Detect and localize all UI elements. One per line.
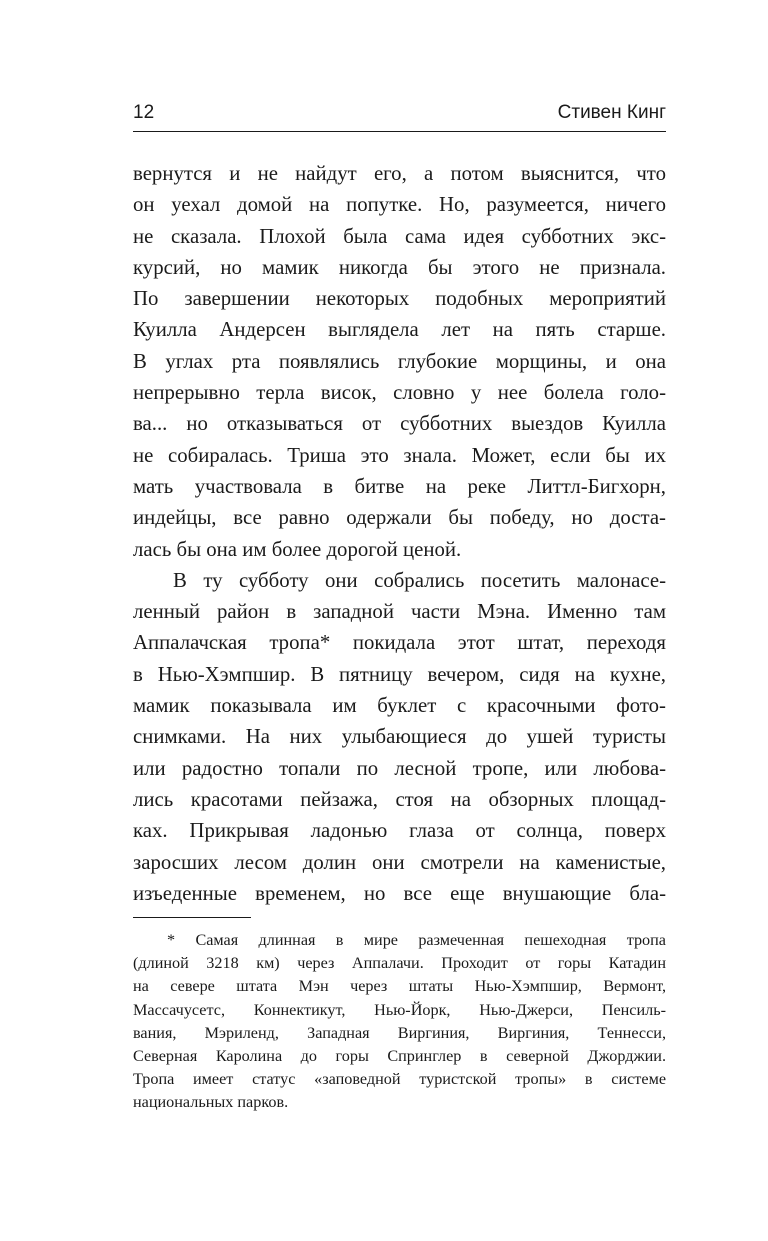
footnote-rule bbox=[133, 917, 251, 918]
text-line: он уехал домой на попутке. Но, разумеется, ничего bbox=[133, 193, 666, 217]
footnote bbox=[133, 929, 666, 1115]
running-title: Стивен Кинг bbox=[557, 102, 666, 123]
footnote-line: на севере штата Мэн через штаты Нью-Хэмпшир, Вермонт, bbox=[133, 977, 666, 996]
body-text bbox=[133, 158, 666, 909]
text-line: не сказала. Плохой была сама идея субботних экс- bbox=[133, 224, 666, 248]
text-line: индейцы, все равно одержали бы победу, но доста- bbox=[133, 506, 666, 530]
page-header bbox=[133, 100, 666, 132]
text-line: не собиралась. Триша это знала. Может, если бы их bbox=[133, 443, 666, 467]
text-line: в Нью-Хэмпшир. В пятницу вечером, сидя на кухне, bbox=[133, 662, 666, 686]
text-line: В углах рта появлялись глубокие морщины, и она bbox=[133, 349, 666, 373]
text-line: В ту субботу они собрались посетить малонасе- bbox=[173, 568, 666, 592]
text-line: непрерывно терла висок, словно у нее болела голо- bbox=[133, 381, 666, 405]
footnote-line: вания, Мэриленд, Западная Виргиния, Виргиния, Теннесси, bbox=[133, 1023, 666, 1042]
text-line: мамик показывала им буклет с красочными фото- bbox=[133, 694, 666, 718]
text-line: Аппалачская тропа* покидала этот штат, переходя bbox=[133, 631, 666, 655]
text-line: мать участвовала в битве на реке Литтл-Бигхорн, bbox=[133, 474, 666, 498]
text-line: лись красотами пейзажа, стоя на обзорных площад- bbox=[133, 787, 666, 811]
text-line: или радостно топали по лесной тропе, или любова- bbox=[133, 756, 666, 780]
header-rule bbox=[133, 131, 666, 132]
footnote-line: * Самая длинная в мире размеченная пешеходная тропа bbox=[167, 931, 666, 949]
text-line: заросших лесом долин они смотрели на каменистые, bbox=[133, 850, 666, 874]
text-line: ва... но отказываться от субботних выездов Куилла bbox=[133, 412, 666, 436]
text-line: курсий, но мамик никогда бы этого не признала. bbox=[133, 255, 666, 279]
text-line: ках. Прикрывая ладонью глаза от солнца, поверх bbox=[133, 819, 666, 843]
footnote-line: Тропа имеет статус «заповедной туристской тропы» в системе bbox=[133, 1070, 666, 1089]
text-line: снимками. На них улыбающиеся до ушей туристы bbox=[133, 725, 666, 749]
text-line: По завершении некоторых подобных мероприятий bbox=[133, 287, 666, 311]
footnote-line: Массачусетс, Коннектикут, Нью-Йорк, Нью-Джерси, Пенсиль- bbox=[133, 1000, 666, 1019]
text-line: изъеденные временем, но все еще внушающие бла- bbox=[133, 881, 666, 905]
footnote-line: Северная Каролина до горы Спринглер в северной Джорджии. bbox=[133, 1046, 666, 1065]
text-line: Куилла Андерсен выглядела лет на пять старше. bbox=[133, 318, 666, 342]
text-line: лась бы она им более дорогой ценой. bbox=[133, 537, 462, 561]
footnote-line: национальных парков. bbox=[133, 1093, 289, 1112]
footnote-line: (длиной 3218 км) через Аппалачи. Проходит от горы Катадин bbox=[133, 954, 666, 973]
text-line: ленный район в западной части Мэна. Именно там bbox=[133, 600, 666, 624]
page-number: 12 bbox=[133, 102, 155, 123]
text-line: вернутся и не найдут его, а потом выяснится, что bbox=[133, 162, 666, 185]
